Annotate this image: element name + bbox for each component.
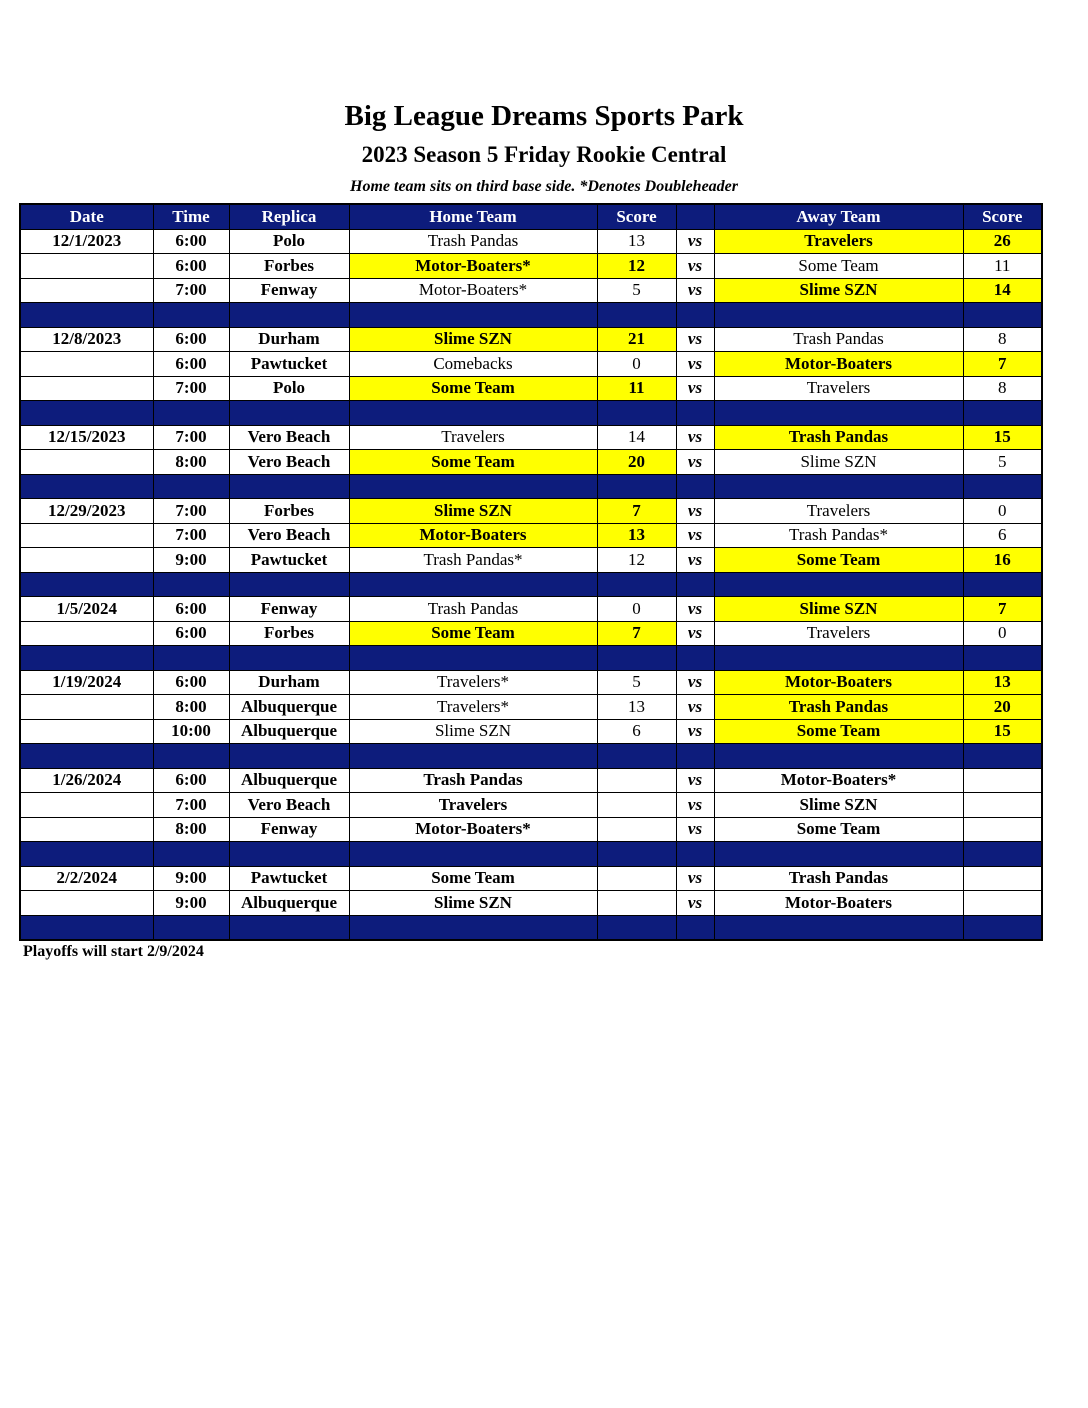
home-score: 14 — [597, 425, 676, 450]
week-separator-row — [20, 474, 1042, 499]
game-date — [20, 695, 153, 720]
col-header-vs — [676, 204, 714, 229]
game-row — [20, 719, 1042, 744]
home-score: 5 — [597, 670, 676, 695]
separator-cell — [597, 474, 676, 499]
game-replica: Albuquerque — [229, 891, 349, 916]
away-score: 8 — [963, 376, 1042, 401]
vs-label: vs — [676, 670, 714, 695]
game-row — [20, 229, 1042, 254]
separator-cell — [714, 474, 963, 499]
game-replica: Fenway — [229, 817, 349, 842]
away-team: Trash Pandas — [714, 425, 963, 450]
separator-cell — [676, 915, 714, 940]
game-time: 6:00 — [153, 352, 229, 377]
separator-cell — [349, 474, 597, 499]
game-time: 6:00 — [153, 670, 229, 695]
week-separator-row — [20, 303, 1042, 328]
away-score: 16 — [963, 548, 1042, 573]
separator-cell — [676, 401, 714, 426]
home-team: Travelers — [349, 425, 597, 450]
col-header-home-team: Home Team — [349, 204, 597, 229]
vs-label: vs — [676, 376, 714, 401]
game-time: 7:00 — [153, 499, 229, 524]
separator-cell — [20, 842, 153, 867]
game-row — [20, 499, 1042, 524]
game-date: 1/5/2024 — [20, 597, 153, 622]
separator-cell — [597, 303, 676, 328]
home-team: Some Team — [349, 866, 597, 891]
game-replica: Forbes — [229, 621, 349, 646]
home-team: Motor-Boaters* — [349, 817, 597, 842]
home-team: Motor-Boaters* — [349, 278, 597, 303]
game-time: 9:00 — [153, 548, 229, 573]
game-time: 6:00 — [153, 597, 229, 622]
away-score: 20 — [963, 695, 1042, 720]
separator-cell — [229, 474, 349, 499]
col-header-time: Time — [153, 204, 229, 229]
page-title: Big League Dreams Sports Park — [344, 100, 744, 132]
game-row — [20, 450, 1042, 475]
vs-label: vs — [676, 768, 714, 793]
separator-cell — [597, 842, 676, 867]
vs-label: vs — [676, 548, 714, 573]
vs-label: vs — [676, 597, 714, 622]
away-team: Slime SZN — [714, 793, 963, 818]
away-score — [963, 891, 1042, 916]
home-score: 11 — [597, 376, 676, 401]
home-team: Motor-Boaters* — [349, 254, 597, 279]
game-replica: Forbes — [229, 499, 349, 524]
game-replica: Polo — [229, 229, 349, 254]
home-team: Some Team — [349, 621, 597, 646]
away-team: Trash Pandas — [714, 866, 963, 891]
vs-label: vs — [676, 278, 714, 303]
home-score — [597, 793, 676, 818]
away-score: 5 — [963, 450, 1042, 475]
game-date — [20, 254, 153, 279]
separator-cell — [20, 303, 153, 328]
separator-cell — [714, 646, 963, 671]
home-score: 20 — [597, 450, 676, 475]
away-team: Travelers — [714, 229, 963, 254]
game-row — [20, 793, 1042, 818]
separator-cell — [153, 915, 229, 940]
away-score — [963, 768, 1042, 793]
vs-label: vs — [676, 254, 714, 279]
home-team: Comebacks — [349, 352, 597, 377]
home-score — [597, 768, 676, 793]
separator-cell — [153, 303, 229, 328]
game-row — [20, 597, 1042, 622]
away-score: 11 — [963, 254, 1042, 279]
separator-cell — [597, 744, 676, 769]
vs-label: vs — [676, 793, 714, 818]
game-date — [20, 621, 153, 646]
separator-cell — [597, 401, 676, 426]
separator-cell — [676, 572, 714, 597]
game-date: 12/29/2023 — [20, 499, 153, 524]
game-row — [20, 866, 1042, 891]
game-replica: Vero Beach — [229, 793, 349, 818]
home-team: Travelers* — [349, 670, 597, 695]
vs-label: vs — [676, 817, 714, 842]
game-time: 8:00 — [153, 695, 229, 720]
separator-cell — [153, 474, 229, 499]
separator-cell — [153, 646, 229, 671]
game-date — [20, 450, 153, 475]
separator-cell — [714, 401, 963, 426]
game-date: 12/15/2023 — [20, 425, 153, 450]
separator-cell — [963, 646, 1042, 671]
game-replica: Vero Beach — [229, 425, 349, 450]
separator-cell — [963, 744, 1042, 769]
away-team: Motor-Boaters — [714, 352, 963, 377]
game-row — [20, 352, 1042, 377]
separator-cell — [676, 842, 714, 867]
away-team: Motor-Boaters* — [714, 768, 963, 793]
separator-cell — [676, 474, 714, 499]
col-header-away-team: Away Team — [714, 204, 963, 229]
home-score: 7 — [597, 621, 676, 646]
home-team: Trash Pandas — [349, 229, 597, 254]
week-separator-row — [20, 915, 1042, 940]
game-date: 1/26/2024 — [20, 768, 153, 793]
separator-cell — [229, 744, 349, 769]
vs-label: vs — [676, 425, 714, 450]
game-date: 12/8/2023 — [20, 327, 153, 352]
game-replica: Albuquerque — [229, 719, 349, 744]
away-score: 13 — [963, 670, 1042, 695]
home-score: 0 — [597, 597, 676, 622]
home-score: 6 — [597, 719, 676, 744]
game-time: 7:00 — [153, 425, 229, 450]
game-date — [20, 817, 153, 842]
playoffs-note: Playoffs will start 2/9/2024 — [23, 943, 204, 960]
vs-label: vs — [676, 891, 714, 916]
home-team: Trash Pandas* — [349, 548, 597, 573]
home-team: Travelers* — [349, 695, 597, 720]
separator-cell — [153, 744, 229, 769]
separator-cell — [349, 744, 597, 769]
home-team: Some Team — [349, 450, 597, 475]
vs-label: vs — [676, 327, 714, 352]
separator-cell — [597, 915, 676, 940]
separator-cell — [963, 915, 1042, 940]
away-score: 7 — [963, 597, 1042, 622]
game-row — [20, 523, 1042, 548]
away-score: 7 — [963, 352, 1042, 377]
separator-cell — [597, 646, 676, 671]
home-score — [597, 817, 676, 842]
away-team: Motor-Boaters — [714, 891, 963, 916]
game-replica: Fenway — [229, 597, 349, 622]
game-replica: Pawtucket — [229, 548, 349, 573]
away-score: 8 — [963, 327, 1042, 352]
away-team: Slime SZN — [714, 450, 963, 475]
game-time: 8:00 — [153, 450, 229, 475]
away-team: Travelers — [714, 376, 963, 401]
vs-label: vs — [676, 621, 714, 646]
col-header-date: Date — [20, 204, 153, 229]
separator-cell — [229, 401, 349, 426]
vs-label: vs — [676, 695, 714, 720]
game-replica: Albuquerque — [229, 695, 349, 720]
game-date — [20, 376, 153, 401]
game-replica: Polo — [229, 376, 349, 401]
away-team: Motor-Boaters — [714, 670, 963, 695]
separator-cell — [963, 842, 1042, 867]
away-score: 6 — [963, 523, 1042, 548]
home-score: 12 — [597, 254, 676, 279]
game-date — [20, 891, 153, 916]
separator-cell — [349, 572, 597, 597]
home-score: 12 — [597, 548, 676, 573]
vs-label: vs — [676, 866, 714, 891]
game-date — [20, 793, 153, 818]
game-time: 7:00 — [153, 376, 229, 401]
game-date: 12/1/2023 — [20, 229, 153, 254]
separator-cell — [963, 474, 1042, 499]
away-score — [963, 817, 1042, 842]
game-row — [20, 254, 1042, 279]
game-date: 1/19/2024 — [20, 670, 153, 695]
separator-cell — [714, 303, 963, 328]
separator-cell — [229, 646, 349, 671]
separator-cell — [963, 401, 1042, 426]
separator-cell — [20, 744, 153, 769]
game-replica: Albuquerque — [229, 768, 349, 793]
away-score: 15 — [963, 719, 1042, 744]
separator-cell — [229, 303, 349, 328]
vs-label: vs — [676, 523, 714, 548]
away-team: Some Team — [714, 817, 963, 842]
game-time: 7:00 — [153, 793, 229, 818]
season-subtitle: 2023 Season 5 Friday Rookie Central — [361, 142, 727, 167]
vs-label: vs — [676, 229, 714, 254]
home-score: 21 — [597, 327, 676, 352]
separator-cell — [20, 474, 153, 499]
separator-cell — [676, 646, 714, 671]
game-row — [20, 670, 1042, 695]
away-score: 0 — [963, 621, 1042, 646]
separator-cell — [349, 646, 597, 671]
separator-cell — [963, 303, 1042, 328]
separator-cell — [153, 572, 229, 597]
col-header-home-score: Score — [597, 204, 676, 229]
vs-label: vs — [676, 450, 714, 475]
game-date — [20, 523, 153, 548]
game-row — [20, 768, 1042, 793]
away-team: Some Team — [714, 719, 963, 744]
home-score: 13 — [597, 523, 676, 548]
game-row — [20, 817, 1042, 842]
home-score — [597, 891, 676, 916]
game-time: 10:00 — [153, 719, 229, 744]
vs-label: vs — [676, 719, 714, 744]
game-time: 6:00 — [153, 327, 229, 352]
separator-cell — [597, 572, 676, 597]
game-date — [20, 719, 153, 744]
game-time: 7:00 — [153, 278, 229, 303]
separator-cell — [229, 842, 349, 867]
away-score: 14 — [963, 278, 1042, 303]
separator-cell — [349, 401, 597, 426]
away-score: 15 — [963, 425, 1042, 450]
away-team: Trash Pandas — [714, 695, 963, 720]
game-replica: Durham — [229, 670, 349, 695]
away-team: Slime SZN — [714, 278, 963, 303]
separator-cell — [714, 744, 963, 769]
week-separator-row — [20, 744, 1042, 769]
separator-cell — [229, 572, 349, 597]
vs-label: vs — [676, 352, 714, 377]
home-team: Slime SZN — [349, 719, 597, 744]
separator-cell — [20, 915, 153, 940]
away-team: Trash Pandas — [714, 327, 963, 352]
separator-cell — [349, 842, 597, 867]
schedule-body — [20, 229, 1042, 940]
home-team: Motor-Boaters — [349, 523, 597, 548]
separator-cell — [153, 401, 229, 426]
separator-cell — [714, 572, 963, 597]
game-time: 7:00 — [153, 523, 229, 548]
game-row — [20, 327, 1042, 352]
game-replica: Fenway — [229, 278, 349, 303]
game-replica: Forbes — [229, 254, 349, 279]
away-team: Some Team — [714, 548, 963, 573]
game-replica: Durham — [229, 327, 349, 352]
home-score: 7 — [597, 499, 676, 524]
away-score: 26 — [963, 229, 1042, 254]
game-time: 8:00 — [153, 817, 229, 842]
home-team: Slime SZN — [349, 327, 597, 352]
away-team: Travelers — [714, 499, 963, 524]
separator-cell — [349, 915, 597, 940]
home-team: Trash Pandas — [349, 597, 597, 622]
separator-cell — [714, 915, 963, 940]
home-score: 5 — [597, 278, 676, 303]
separator-cell — [349, 303, 597, 328]
separator-cell — [20, 572, 153, 597]
game-row — [20, 891, 1042, 916]
game-replica: Vero Beach — [229, 523, 349, 548]
home-score: 13 — [597, 695, 676, 720]
separator-cell — [676, 303, 714, 328]
game-time: 6:00 — [153, 621, 229, 646]
game-date: 2/2/2024 — [20, 866, 153, 891]
away-team: Some Team — [714, 254, 963, 279]
week-separator-row — [20, 646, 1042, 671]
game-date — [20, 278, 153, 303]
schedule-table — [19, 203, 1043, 941]
home-score: 13 — [597, 229, 676, 254]
game-time: 6:00 — [153, 768, 229, 793]
game-replica: Vero Beach — [229, 450, 349, 475]
separator-cell — [963, 572, 1042, 597]
header-row — [20, 204, 1042, 229]
schedule-note: Home team sits on third base side. *Denotes Doubleheader — [350, 178, 738, 195]
week-separator-row — [20, 842, 1042, 867]
separator-cell — [676, 744, 714, 769]
away-score — [963, 793, 1042, 818]
away-score: 0 — [963, 499, 1042, 524]
vs-label: vs — [676, 499, 714, 524]
game-row — [20, 621, 1042, 646]
away-team: Trash Pandas* — [714, 523, 963, 548]
separator-cell — [20, 401, 153, 426]
game-time: 9:00 — [153, 866, 229, 891]
game-time: 6:00 — [153, 254, 229, 279]
game-date — [20, 352, 153, 377]
separator-cell — [229, 915, 349, 940]
separator-cell — [20, 646, 153, 671]
separator-cell — [153, 842, 229, 867]
home-score: 0 — [597, 352, 676, 377]
home-team: Slime SZN — [349, 891, 597, 916]
game-row — [20, 548, 1042, 573]
game-row — [20, 695, 1042, 720]
week-separator-row — [20, 572, 1042, 597]
game-replica: Pawtucket — [229, 866, 349, 891]
col-header-replica: Replica — [229, 204, 349, 229]
home-team: Trash Pandas — [349, 768, 597, 793]
game-replica: Pawtucket — [229, 352, 349, 377]
away-score — [963, 866, 1042, 891]
separator-cell — [714, 842, 963, 867]
game-time: 9:00 — [153, 891, 229, 916]
game-row — [20, 278, 1042, 303]
home-team: Slime SZN — [349, 499, 597, 524]
week-separator-row — [20, 401, 1042, 426]
game-time: 6:00 — [153, 229, 229, 254]
game-row — [20, 425, 1042, 450]
game-date — [20, 548, 153, 573]
home-score — [597, 866, 676, 891]
col-header-away-score: Score — [963, 204, 1042, 229]
game-row — [20, 376, 1042, 401]
away-team: Slime SZN — [714, 597, 963, 622]
home-team: Some Team — [349, 376, 597, 401]
away-team: Travelers — [714, 621, 963, 646]
home-team: Travelers — [349, 793, 597, 818]
